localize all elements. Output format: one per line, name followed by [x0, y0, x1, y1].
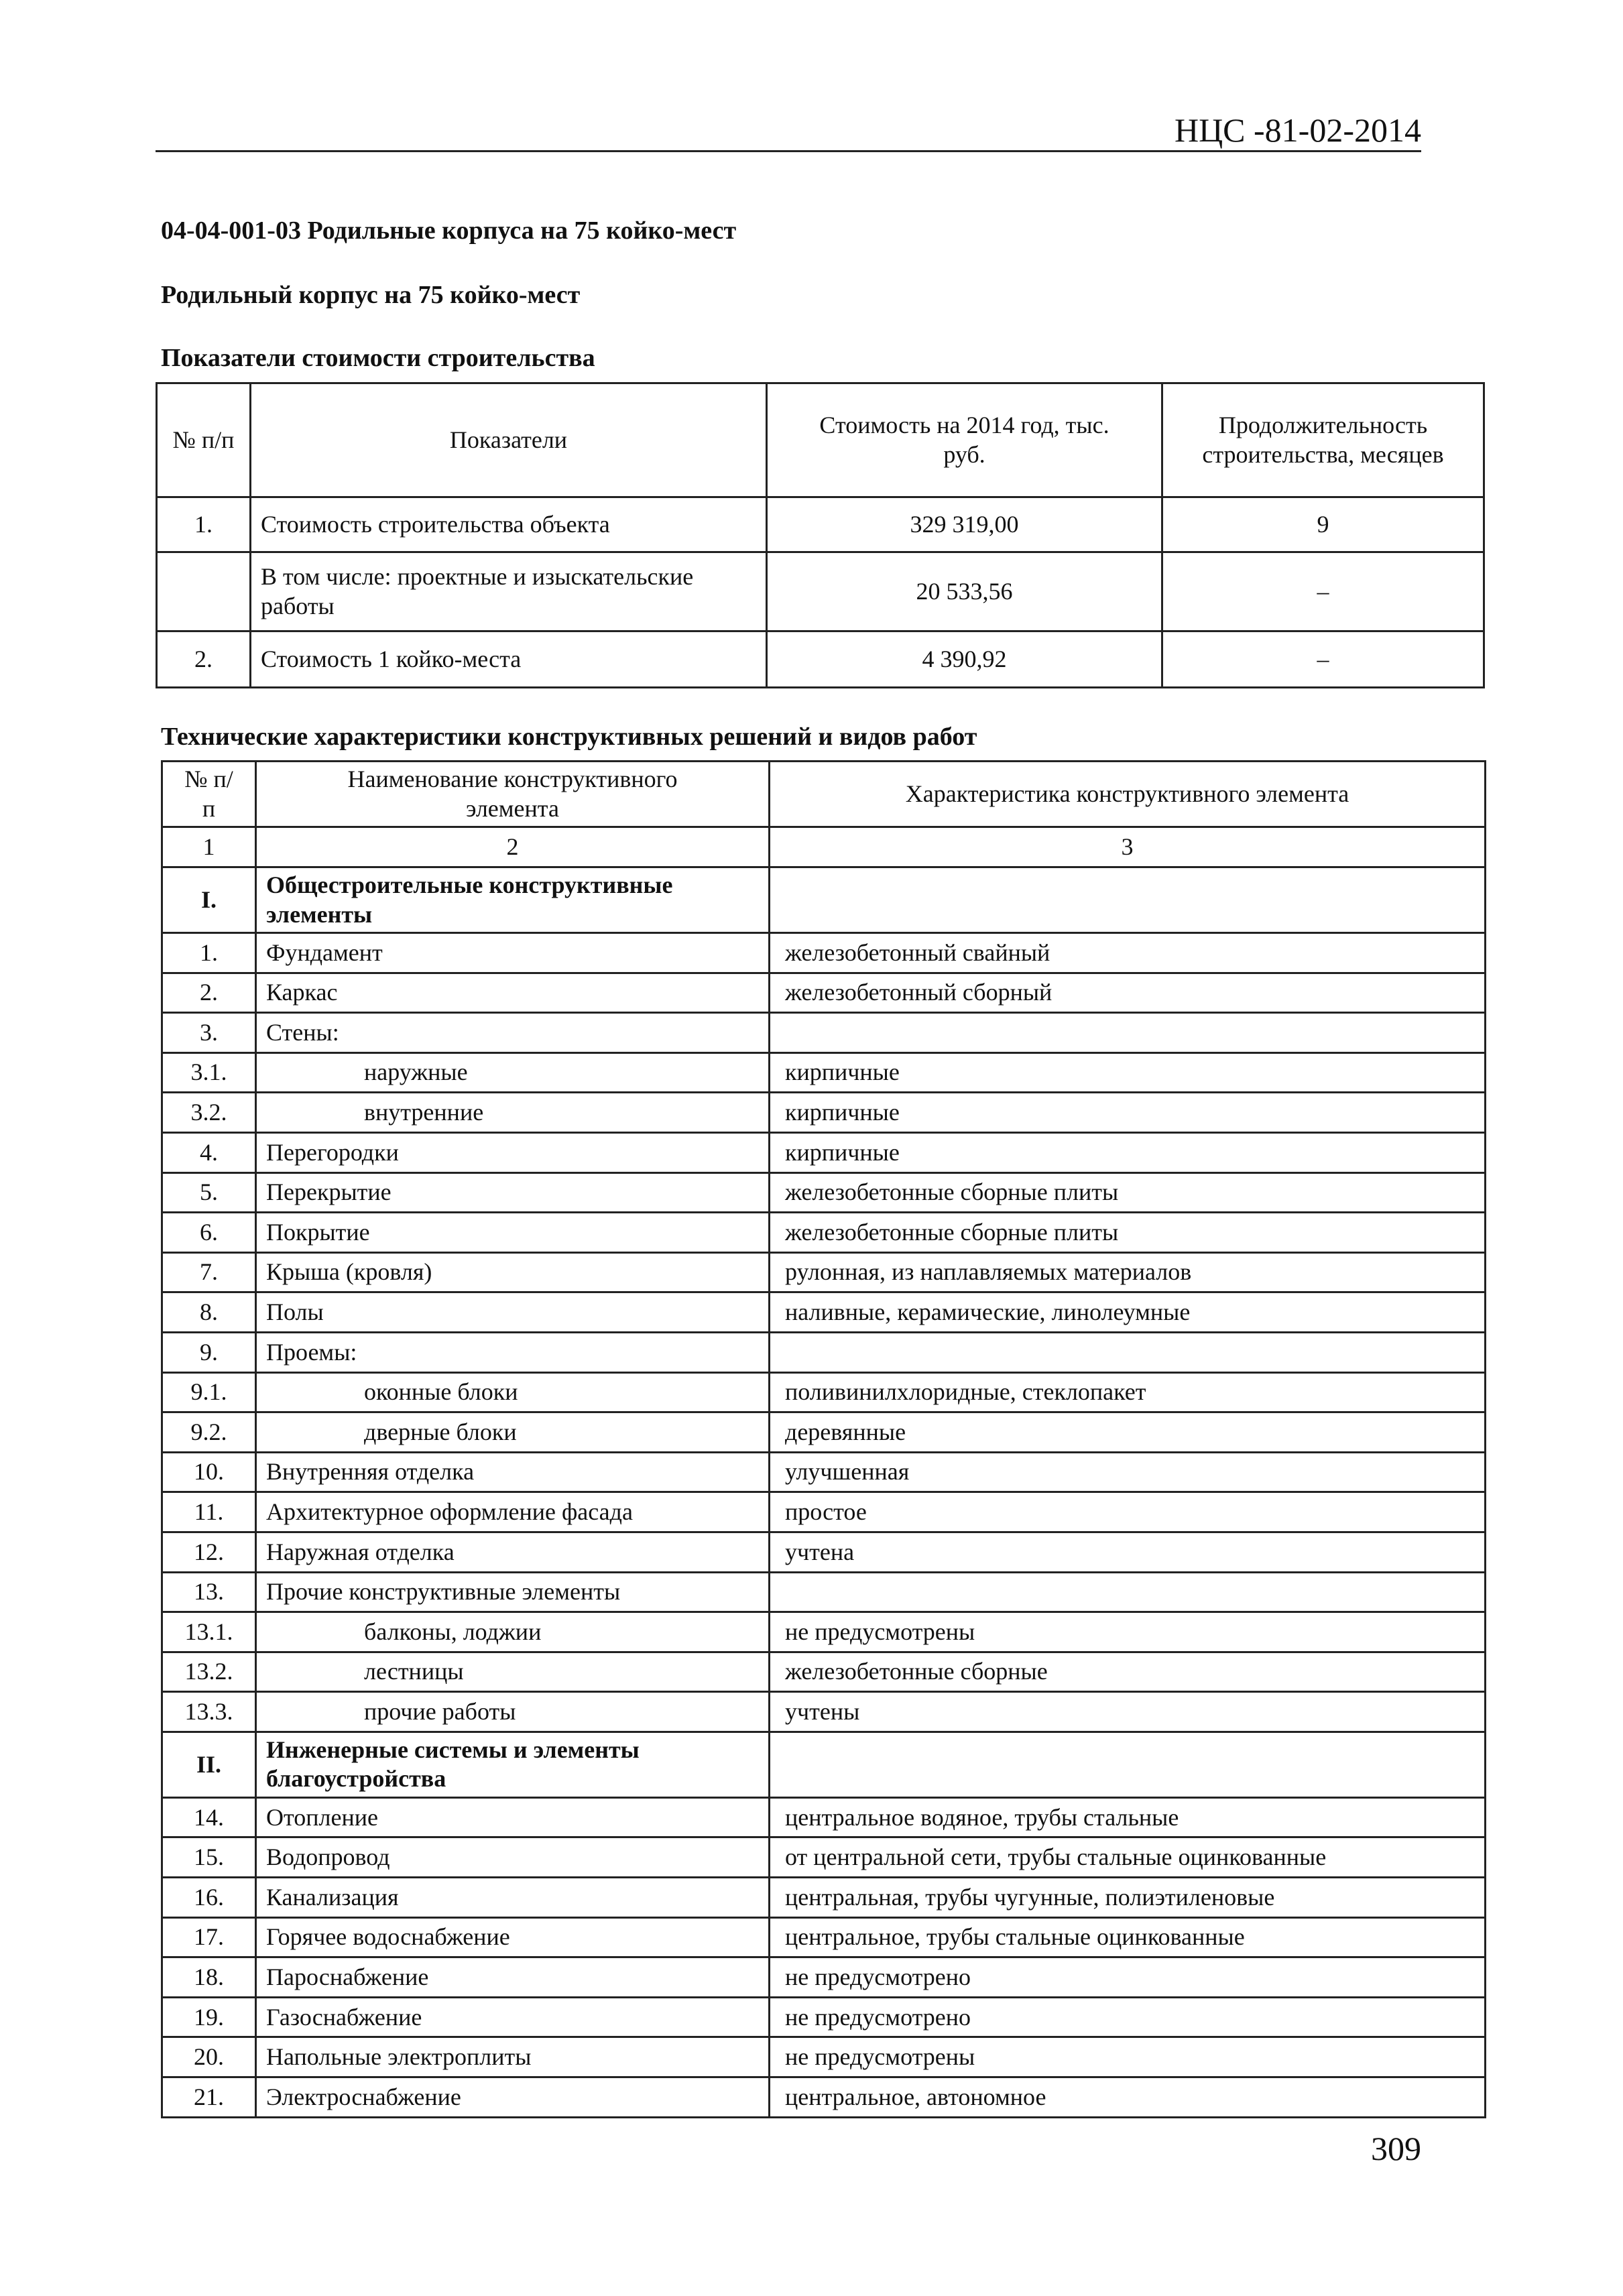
header-divider — [156, 150, 1421, 152]
tech-table-row — [162, 1452, 1486, 1492]
tech-cell-name: Покрытие — [256, 1213, 770, 1253]
tech-cell-name: наружные — [256, 1052, 770, 1093]
tech-cell-num: 9. — [162, 1332, 256, 1372]
column-number: 1 — [162, 827, 256, 867]
tech-table-row — [162, 1572, 1486, 1612]
tech-cell-characteristic: железобетонные сборные — [770, 1652, 1486, 1692]
tech-cell-name: Фундамент — [256, 933, 770, 973]
tech-table-title: Технические характеристики конструктивных решений и видов работ — [161, 723, 977, 751]
tech-cell-num: 14. — [162, 1797, 256, 1837]
tech-table-row — [162, 1652, 1486, 1692]
tech-cell-name: Перекрытие — [256, 1172, 770, 1213]
tech-table-row — [162, 1917, 1486, 1957]
tech-cell-characteristic: рулонная, из наплавляемых материалов — [770, 1252, 1486, 1292]
cost-cell-indicator: Стоимость 1 койко-места — [251, 631, 767, 688]
tech-cell-characteristic — [770, 1013, 1486, 1053]
cost-cell-value: 4 390,92 — [767, 631, 1162, 688]
tech-table-row — [162, 1013, 1486, 1053]
cost-cell-value: 20 533,56 — [767, 552, 1162, 631]
tech-cell-name: Газоснабжение — [256, 1997, 770, 2037]
tech-table-row — [162, 1957, 1486, 1998]
tech-header-num: № п/п — [162, 762, 256, 827]
tech-cell-num: 16. — [162, 1878, 256, 1918]
tech-cell-characteristic — [770, 1732, 1486, 1797]
tech-cell-num: 3.2. — [162, 1093, 256, 1133]
tech-cell-characteristic: деревянные — [770, 1412, 1486, 1453]
tech-cell-characteristic: железобетонный свайный — [770, 933, 1486, 973]
tech-cell-name: Каркас — [256, 973, 770, 1013]
tech-cell-name: Отопление — [256, 1797, 770, 1837]
tech-cell-num: 18. — [162, 1957, 256, 1998]
tech-table-row — [162, 2037, 1486, 2077]
cost-header-cost: Стоимость на 2014 год, тыс. руб. — [767, 383, 1162, 497]
tech-header-characteristic: Характеристика конструктивного элемента — [770, 762, 1486, 827]
tech-cell-name: лестницы — [256, 1652, 770, 1692]
tech-table-row — [162, 1532, 1486, 1572]
tech-table-row — [162, 1837, 1486, 1878]
tech-cell-name: Полы — [256, 1292, 770, 1333]
tech-cell-characteristic: железобетонный сборный — [770, 973, 1486, 1013]
tech-cell-num: 19. — [162, 1997, 256, 2037]
tech-cell-num: 7. — [162, 1252, 256, 1292]
tech-table-row — [162, 1692, 1486, 1732]
document-code: НЦС -81-02-2014 — [1174, 111, 1421, 149]
tech-cell-name: Инженерные системы и элементы благоустройства — [256, 1732, 770, 1797]
tech-cell-name: Пароснабжение — [256, 1957, 770, 1998]
tech-table-row — [162, 1213, 1486, 1253]
tech-cell-num: 9.2. — [162, 1412, 256, 1453]
tech-cell-num: 4. — [162, 1132, 256, 1172]
tech-table-row — [162, 1997, 1486, 2037]
object-title: Родильный корпус на 75 койко-мест — [161, 281, 581, 309]
tech-cell-num: 1. — [162, 933, 256, 973]
cost-table-row — [157, 552, 1484, 631]
tech-table-row — [162, 1372, 1486, 1412]
tech-cell-characteristic: кирпичные — [770, 1052, 1486, 1093]
tech-cell-name: Крыша (кровля) — [256, 1252, 770, 1292]
tech-cell-num: I. — [162, 867, 256, 933]
tech-table-row — [162, 1612, 1486, 1652]
tech-cell-characteristic: наливные, керамические, линолеумные — [770, 1292, 1486, 1333]
cost-table-title: Показатели стоимости строительства — [161, 344, 595, 372]
tech-cell-num: 20. — [162, 2037, 256, 2077]
tech-cell-num: 10. — [162, 1452, 256, 1492]
tech-cell-name: Перегородки — [256, 1132, 770, 1172]
tech-cell-characteristic: поливинилхлоридные, стеклопакет — [770, 1372, 1486, 1412]
tech-cell-num: 3.1. — [162, 1052, 256, 1093]
tech-cell-name: оконные блоки — [256, 1372, 770, 1412]
tech-cell-num: 9.1. — [162, 1372, 256, 1412]
tech-cell-characteristic: улучшенная — [770, 1452, 1486, 1492]
cost-cell-value: 329 319,00 — [767, 497, 1162, 552]
tech-cell-name: Горячее водоснабжение — [256, 1917, 770, 1957]
tech-cell-characteristic — [770, 1332, 1486, 1372]
tech-table-row — [162, 1492, 1486, 1532]
cost-table-row — [157, 631, 1484, 688]
tech-table-header-row — [162, 762, 1486, 827]
tech-cell-characteristic: не предусмотрено — [770, 1997, 1486, 2037]
tech-cell-name: балконы, лоджии — [256, 1612, 770, 1652]
tech-cell-characteristic: не предусмотрены — [770, 2037, 1486, 2077]
tech-table-row — [162, 1172, 1486, 1213]
tech-cell-name: Водопровод — [256, 1837, 770, 1878]
tech-table-row — [162, 1093, 1486, 1133]
tech-table-row — [162, 933, 1486, 973]
cost-cell-duration: – — [1162, 552, 1484, 631]
tech-cell-name: Стены: — [256, 1013, 770, 1053]
cost-cell-duration: – — [1162, 631, 1484, 688]
tech-cell-characteristic — [770, 1572, 1486, 1612]
tech-cell-name: Прочие конструктивные элементы — [256, 1572, 770, 1612]
tech-cell-characteristic: железобетонные сборные плиты — [770, 1213, 1486, 1253]
cost-cell-indicator: В том числе: проектные и изыскательские работы — [251, 552, 767, 631]
tech-cell-characteristic: от центральной сети, трубы стальные оцинкованные — [770, 1837, 1486, 1878]
tech-cell-num: 17. — [162, 1917, 256, 1957]
tech-cell-characteristic: не предусмотрено — [770, 1957, 1486, 1998]
tech-table-row — [162, 1412, 1486, 1453]
cost-cell-num: 1. — [157, 497, 251, 552]
tech-cell-num: 2. — [162, 973, 256, 1013]
tech-cell-num: II. — [162, 1732, 256, 1797]
cost-header-num: № п/п — [157, 383, 251, 497]
tech-cell-characteristic: кирпичные — [770, 1093, 1486, 1133]
tech-table-row — [162, 1878, 1486, 1918]
cost-cell-duration: 9 — [1162, 497, 1484, 552]
tech-cell-characteristic: центральное водяное, трубы стальные — [770, 1797, 1486, 1837]
tech-cell-num: 3. — [162, 1013, 256, 1053]
tech-cell-num: 5. — [162, 1172, 256, 1213]
column-number: 3 — [770, 827, 1486, 867]
tech-cell-characteristic: простое — [770, 1492, 1486, 1532]
cost-header-duration: Продолжительность строительства, месяцев — [1162, 383, 1484, 497]
tech-table-row — [162, 1292, 1486, 1333]
tech-cell-name: Внутренняя отделка — [256, 1452, 770, 1492]
section-title: 04-04-001-03 Родильные корпуса на 75 койко-мест — [161, 217, 737, 245]
tech-cell-characteristic: учтена — [770, 1532, 1486, 1572]
cost-header-indicator: Показатели — [251, 383, 767, 497]
tech-cell-num: 13. — [162, 1572, 256, 1612]
tech-table-row — [162, 973, 1486, 1013]
tech-cell-name: Проемы: — [256, 1332, 770, 1372]
cost-table — [156, 382, 1485, 688]
tech-cell-name: Напольные электроплиты — [256, 2037, 770, 2077]
tech-cell-name: Наружная отделка — [256, 1532, 770, 1572]
cost-cell-num — [157, 552, 251, 631]
tech-cell-num: 21. — [162, 2077, 256, 2118]
tech-cell-characteristic — [770, 867, 1486, 933]
tech-cell-num: 13.1. — [162, 1612, 256, 1652]
tech-cell-name: Архитектурное оформление фасада — [256, 1492, 770, 1532]
tech-cell-characteristic: центральное, автономное — [770, 2077, 1486, 2118]
tech-cell-name: Канализация — [256, 1878, 770, 1918]
tech-cell-name: внутренние — [256, 1093, 770, 1133]
page-number: 309 — [1371, 2130, 1421, 2167]
cost-table-row — [157, 497, 1484, 552]
cost-table-header-row — [157, 383, 1484, 497]
tech-cell-name: Общестроительные конструктивные элементы — [256, 867, 770, 933]
tech-cell-characteristic: не предусмотрены — [770, 1612, 1486, 1652]
tech-table-row — [162, 1052, 1486, 1093]
tech-cell-num: 15. — [162, 1837, 256, 1878]
tech-section-row — [162, 1732, 1486, 1797]
tech-cell-num: 11. — [162, 1492, 256, 1532]
tech-section-row — [162, 867, 1486, 933]
tech-cell-name: дверные блоки — [256, 1412, 770, 1453]
tech-column-number-row — [162, 827, 1486, 867]
tech-table-row — [162, 2077, 1486, 2118]
tech-table — [161, 760, 1486, 2118]
tech-cell-characteristic: учтены — [770, 1692, 1486, 1732]
tech-cell-characteristic: железобетонные сборные плиты — [770, 1172, 1486, 1213]
tech-cell-characteristic: кирпичные — [770, 1132, 1486, 1172]
tech-cell-num: 13.2. — [162, 1652, 256, 1692]
tech-table-row — [162, 1132, 1486, 1172]
tech-header-name: Наименование конструктивного элемента — [256, 762, 770, 827]
tech-cell-num: 13.3. — [162, 1692, 256, 1732]
tech-table-row — [162, 1252, 1486, 1292]
tech-cell-num: 8. — [162, 1292, 256, 1333]
cost-cell-indicator: Стоимость строительства объекта — [251, 497, 767, 552]
tech-table-row — [162, 1332, 1486, 1372]
tech-cell-characteristic: центральное, трубы стальные оцинкованные — [770, 1917, 1486, 1957]
tech-cell-name: прочие работы — [256, 1692, 770, 1732]
tech-table-row — [162, 1797, 1486, 1837]
tech-cell-characteristic: центральная, трубы чугунные, полиэтиленовые — [770, 1878, 1486, 1918]
tech-cell-num: 12. — [162, 1532, 256, 1572]
column-number: 2 — [256, 827, 770, 867]
cost-cell-num: 2. — [157, 631, 251, 688]
tech-cell-num: 6. — [162, 1213, 256, 1253]
tech-cell-name: Электроснабжение — [256, 2077, 770, 2118]
